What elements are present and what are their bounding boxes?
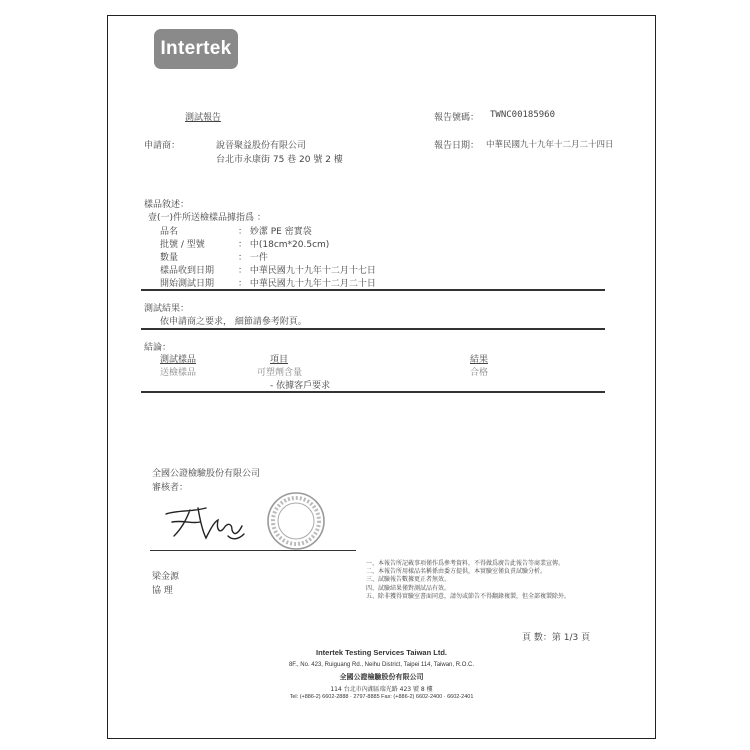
sample-row-label: 開始測試日期: [160, 279, 215, 289]
note-line: 一、本報告所記載事項僅作爲參考資料，不得做爲廣告此報告等商業宣傳。: [366, 560, 565, 567]
applicant-label: 申請商：: [144, 141, 181, 151]
divider: [141, 328, 605, 330]
sample-row-label: 品名: [160, 227, 179, 237]
report-no-value: TWNC00185960: [490, 110, 556, 120]
note-line: 五、除非獲得實驗室書面同意，請勿或節告不得翻錄複製，但全部複製除外。: [366, 592, 571, 600]
footer-company-en: Intertek Testing Services Taiwan Ltd.: [315, 648, 447, 657]
footer-address-en: 8F., No. 423, Ruiguang Rd., Neihu District, Taipei 114, Taiwan, R.O.C.: [288, 662, 475, 668]
col-sample-header: 測試樣品: [160, 355, 197, 365]
divider: [141, 289, 605, 291]
sample-row-value: ： 一件: [238, 253, 268, 263]
sample-intro: 壹(一)件所送檢樣品據指爲 ：: [148, 213, 266, 223]
report-date-label: 報告日期：: [434, 141, 480, 151]
applicant-address: 台北市永康街 75 巷 20 號 2 樓: [216, 155, 343, 165]
col-result-header: 結果: [470, 355, 489, 365]
conclusion-result: 合格: [470, 368, 489, 378]
conclusion-item-note: - 依據客戶要求: [270, 381, 331, 391]
sample-row-label: 批號 / 型號: [160, 240, 205, 250]
test-result-text: 依申請商之要求， 細節請參考附頁。: [160, 317, 307, 327]
company-seal: [266, 491, 326, 551]
signer-name: 梁金源: [152, 572, 180, 582]
sample-section-label: 樣品敘述：: [144, 200, 190, 210]
signing-company: 全國公證檢驗股份有限公司: [152, 469, 261, 479]
intertek-logo: Intertek: [154, 29, 238, 69]
sample-row-value: ： 中華民國九十九年十二月二十日: [238, 279, 376, 289]
report-notes: [366, 560, 570, 601]
report-title: 測試報告: [185, 113, 222, 123]
report-date-value: 中華民國九十九年十二月二十四日: [486, 140, 614, 150]
note-line: 三、試驗報告數據更正者無效。: [366, 576, 451, 584]
reviewer-label: 審核者：: [152, 483, 189, 493]
footer-phone: Tel: (+886-2) 6602-2888 · 2797-8885 Fax: (+886-2) 6602-2400 · 6602-2401: [289, 694, 474, 700]
page-number: 頁 數：第 1/3 頁: [522, 633, 591, 643]
conclusion-item: 可塑劑含量: [257, 368, 303, 378]
conclusion-sample: 送檢樣品: [160, 368, 197, 378]
sample-row-label: 數量: [160, 253, 179, 263]
signer-title: 協 理: [152, 586, 173, 596]
sample-row-value: ： 中華民國九十九年十二月十七日: [238, 266, 376, 276]
note-line: 二、本報告所用樣品名稱係由委方提供，本實驗室僅負責試驗分析。: [366, 568, 547, 576]
sample-row-label: 樣品收到日期: [160, 266, 215, 276]
col-item-header: 項目: [270, 355, 289, 365]
footer-company-zh: 全國公證檢驗股份有限公司: [339, 673, 424, 681]
applicant-name: 說晉聚益股份有限公司: [216, 141, 307, 151]
note-line: 四、試驗結果僅對測試品有效。: [366, 584, 451, 592]
handwritten-signature: [162, 500, 254, 546]
sample-row-value: ： 妙潔 PE 密實袋: [238, 227, 312, 237]
footer-address-zh: 114 台北市內湖區瑞光路 423 號 8 樓: [330, 686, 433, 693]
signature-line: [150, 550, 356, 551]
sample-row-value: ： 中(18cm*20.5cm): [238, 240, 330, 250]
divider: [141, 391, 605, 393]
conclusion-label: 結論：: [144, 343, 172, 353]
report-no-label: 報告號碼：: [434, 113, 480, 123]
test-result-label: 測試結果：: [144, 304, 190, 314]
